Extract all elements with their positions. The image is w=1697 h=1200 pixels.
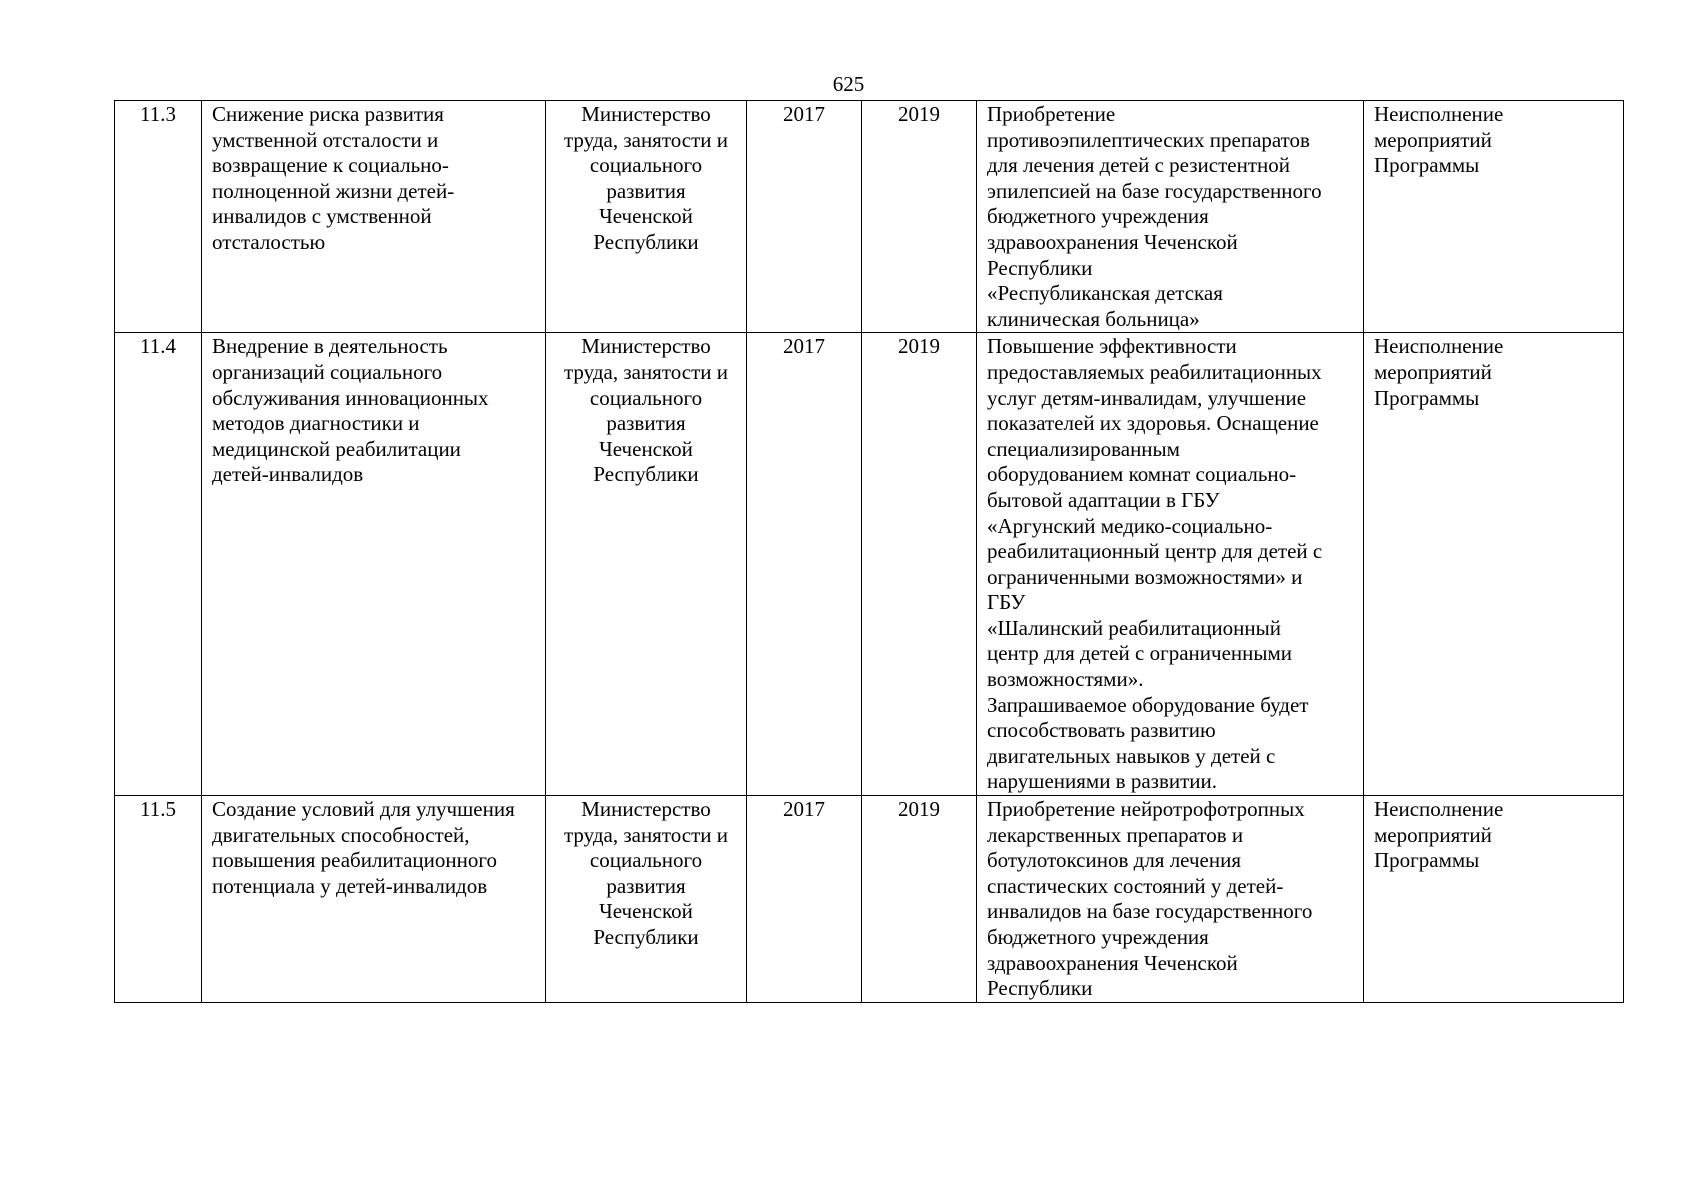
row-number: 11.4 [115,333,202,796]
measure-name: Снижение риска развития умственной отсталости и возвращение к социально- полноценной жизни детей- инвалидов с умственной отсталостью [202,101,546,333]
measure-name: Создание условий для улучшения двигательных способностей, повышения реабилитационного потенциала у детей-инвалидов [202,796,546,1003]
responsible-executor: Министерство труда, занятости и социального развития Чеченской Республики [546,796,747,1003]
expected-result: Приобретение нейротрофотропных лекарственных препаратов и ботулотоксинов для лечения спастических состояний у детей- инвалидов на базе государственного бюджетного учреждения здравоохранения Чеченской Республики [977,796,1364,1003]
expected-result: Приобретение противоэпилептических препаратов для лечения детей с резистентной эпилепсией на базе государственного бюджетного учреждения здравоохранения Чеченской Республики «Республиканская детская клиническая больница» [977,101,1364,333]
end-year: 2019 [862,796,977,1003]
responsible-executor: Министерство труда, занятости и социального развития Чеченской Республики [546,101,747,333]
start-year: 2017 [747,333,862,796]
end-year: 2019 [862,101,977,333]
measure-name: Внедрение в деятельность организаций социального обслуживания инновационных методов диагностики и медицинской реабилитации детей-инвалидов [202,333,546,796]
table-row [115,101,1624,333]
non-implementation-consequence: Неисполнение мероприятий Программы [1364,333,1624,796]
responsible-executor: Министерство труда, занятости и социального развития Чеченской Республики [546,333,747,796]
non-implementation-consequence: Неисполнение мероприятий Программы [1364,101,1624,333]
table-row [115,796,1624,1003]
row-number: 11.5 [115,796,202,1003]
program-measures-table [114,100,1624,1003]
page-number: 625 [832,72,865,96]
row-number: 11.3 [115,101,202,333]
table-row [115,333,1624,796]
end-year: 2019 [862,333,977,796]
start-year: 2017 [747,101,862,333]
expected-result: Повышение эффективности предоставляемых реабилитационных услуг детям-инвалидам, улучшение показателей их здоровья. Оснащение специализированным оборудованием комнат социально- бытовой адаптации в ГБУ «Аргунский медико-социально- реабилитационный центр для детей с ограниченными возможностями» и ГБУ «Шалинский реабилитационный центр для детей с ограниченными возможностями». Запрашиваемое оборудование будет способствовать развитию двигательных навыков у детей с нарушениями в развитии. [977,333,1364,796]
start-year: 2017 [747,796,862,1003]
non-implementation-consequence: Неисполнение мероприятий Программы [1364,796,1624,1003]
